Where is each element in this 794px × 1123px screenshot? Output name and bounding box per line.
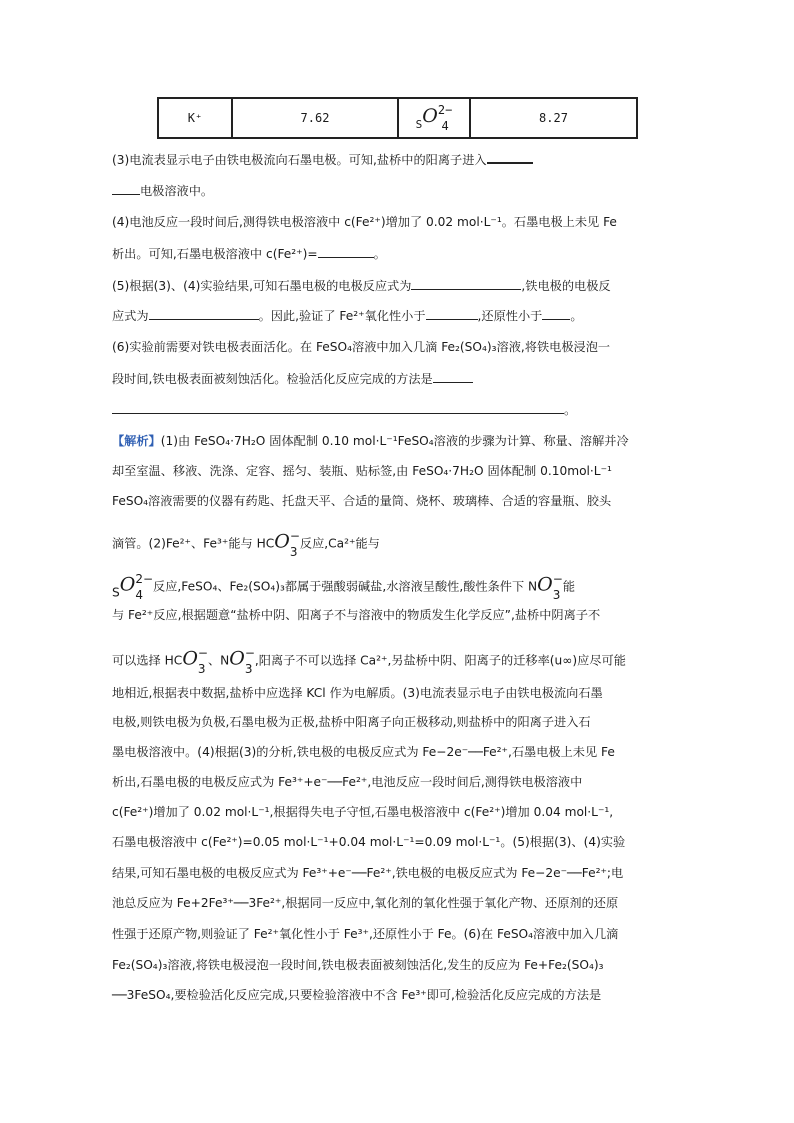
q5-answer-blank-1[interactable] [411,276,521,290]
anion-value: 8.27 [539,111,568,125]
sulfate-ion [415,103,453,133]
analysis-text-10: 墨电极溶液中。(4)根据(3)的分析,铁电极的电极反应式为 Fe−2e⁻──Fe²⁺,石墨电极上未见 Fe [112,745,615,759]
analysis-text-15: 池总反应为 Fe+2Fe³⁺──3Fe²⁺,根据同一反应中,氧化剂的氧化性强于氧化产物、还原剂的还原 [112,896,619,910]
analysis-line-10 [112,743,615,761]
q6-answer-blank[interactable] [433,369,473,383]
bicarbonate-charge: − [289,529,300,543]
q5-line2 [112,306,583,325]
analysis-line-16 [112,925,618,943]
q5-text-3: 应式为 [112,309,149,323]
nitrate-o-2: O [229,647,245,670]
sulfate-scripts-2 [135,573,153,601]
analysis-line-8 [112,684,603,702]
analysis-line-18 [112,986,601,1004]
q5-answer-blank-3[interactable] [426,306,478,320]
q5-text-4: 。因此,验证了 Fe²⁺氧化性小于 [258,309,426,323]
analysis-text-5a: 反应,FeSO₄、Fe₂(SO₄)₃都属于强酸弱碱盐,水溶液呈酸性,酸性条件下 N [153,579,538,594]
q4-line1 [112,213,617,231]
q6-line2 [112,369,473,388]
q4-text-3: 。 [373,247,386,261]
analysis-line-14 [112,864,623,882]
nitrate-subscript-2: 3 [244,662,253,676]
analysis-text-6: 与 Fe²⁺反应,根据题意“盐桥中阴、阳离子不与溶液中的物质发生化学反应”,盐桥中阴离子不 [112,608,601,622]
sulfate-o: O [422,104,438,127]
q5-text-6: 。 [570,309,583,323]
q5-text-2: ,铁电极的电极反 [521,279,611,293]
bicarbonate-scripts [290,530,300,558]
q4-answer-blank[interactable] [318,244,374,258]
q5-answer-blank-4[interactable] [542,306,570,320]
sulfate-subscript-2: 4 [135,588,143,602]
analysis-tag: 【解析】 [112,434,161,448]
analysis-line-3 [112,492,611,510]
analysis-text-5b: 能 [562,579,575,594]
analysis-line-9 [112,713,591,731]
cation-label: K⁺ [187,111,203,125]
q3-line1 [112,149,533,169]
q4-text-2: 析出。可知,石墨电极溶液中 c(Fe²⁺)= [112,247,318,261]
table-row [158,98,637,138]
sulfate-charge: 2− [437,103,453,117]
analysis-text-17: Fe₂(SO₄)₃溶液,将铁电极浸泡一段时间,铁电极表面被刻蚀活化,发生的反应为 Fe+Fe₂(SO₄)₃ [112,958,604,972]
analysis-line-7 [112,647,626,675]
analysis-text-4a: 滴管。(2)Fe²⁺、Fe³⁺能与 HC [112,536,275,551]
bicarbonate-o: O [274,530,290,553]
q3-answer-blank[interactable] [487,149,533,164]
table-cell-cation [158,98,232,138]
sulfate-o-2: O [119,573,136,596]
analysis-line-12 [112,803,613,821]
q6-text-2: 段时间,铁电极表面被刻蚀活化。检验活化反应完成的方法是 [112,372,433,386]
q3-text: (3)电流表显示电子由铁电极流向石墨电极。可知,盐桥中的阳离子进入 [112,153,487,167]
nitrate-charge: − [552,572,563,586]
table-cell-anion [398,98,470,138]
analysis-text-8: 地相近,根据表中数据,盐桥中应选择 KCl 作为电解质。(3)电流表显示电子由铁电极流向石墨 [112,686,603,700]
q5-answer-blank-2[interactable] [149,306,259,320]
table-cell-cation-value [232,98,398,138]
sulfate-charge-2: 2− [135,572,154,586]
bicarbonate-o-2: O [182,647,198,670]
q6-line1 [112,338,610,356]
sulfate-scripts [438,104,452,132]
nitrate-scripts [553,573,563,601]
analysis-line-2 [112,462,612,480]
nitrate-o: O [537,573,553,596]
analysis-text-16: 性强于还原产物,则验证了 Fe²⁺氧化性小于 Fe³⁺,还原性小于 Fe。(6)在 FeSO₄溶液中加入几滴 [112,927,619,941]
analysis-text-2: 却至室温、移液、洗涤、定容、摇匀、装瓶、贴标签,由 FeSO₄·7H₂O 固体配制 0.10mol·L⁻¹ [112,464,612,478]
analysis-line-17 [112,956,603,974]
table-cell-anion-value [470,98,637,138]
analysis-text-14: 结果,可知石墨电极的电极反应式为 Fe³⁺+e⁻──Fe²⁺,铁电极的电极反应式为 Fe−2e⁻──Fe²⁺;电 [112,866,624,880]
q6-text-3: 。 [564,403,577,417]
analysis-text-7c: ,阳离子不可以选择 Ca²⁺,另盐桥中阴、阳离子的迁移率(u∞)应尽可能 [254,653,626,668]
analysis-text-11: 析出,石墨电极的电极反应式为 Fe³⁺+e⁻──Fe²⁺,电池反应一段时间后,测得铁电极溶液中 [112,775,583,789]
q6-text-1: (6)实验前需要对铁电极表面活化。在 FeSO₄溶液中加入几滴 Fe₂(SO₄)₃溶液,将铁电极浸泡一 [112,340,611,354]
cation-value: 7.62 [300,111,330,125]
q3-line2 [112,181,213,200]
analysis-text-13: 石墨电极溶液中 c(Fe²⁺)=0.05 mol·L⁻¹+0.04 mol·L⁻¹=0.09 mol·L⁻¹。(5)根据(3)、(4)实验 [112,835,626,849]
q6-line3 [112,400,576,419]
ion-mobility-table [157,97,638,139]
sulfate-s: S [415,117,423,131]
analysis-text-18: ──3FeSO₄,要检验活化反应完成,只要检验溶液中不含 Fe³⁺即可,检验活化反应完成的方法是 [112,988,602,1002]
q3-cont-text: 电极溶液中。 [140,184,214,198]
analysis-line-4 [112,530,380,558]
analysis-text-12: c(Fe²⁺)增加了 0.02 mol·L⁻¹,根据得失电子守恒,石墨电极溶液中 c(Fe²⁺)增加 0.04 mol·L⁻¹, [112,805,614,819]
analysis-text-7b: 、N [207,653,230,668]
q3-answer-blank-cont[interactable] [112,181,140,195]
q5-text-1: (5)根据(3)、(4)实验结果,可知石墨电极的电极反应式为 [112,279,412,293]
sulfate-subscript: 4 [441,119,449,133]
q5-line1 [112,276,611,295]
analysis-text-7a: 可以选择 HC [112,653,183,668]
q6-answer-blank-cont[interactable] [112,400,564,414]
q4-text-1: (4)电池反应一段时间后,测得铁电极溶液中 c(Fe²⁺)增加了 0.02 mol·L⁻¹。石墨电极上未见 Fe [112,215,617,229]
sulfate-s-2: S [112,585,120,600]
analysis-line-5 [112,573,575,602]
analysis-line-6 [112,606,600,624]
nitrate-charge-2: − [244,646,255,660]
bicarbonate-charge-2: − [197,646,208,660]
analysis-text-4b: 反应,Ca²⁺能与 [299,536,380,551]
bicarbonate-subscript: 3 [289,545,298,559]
q5-text-5: ,还原性小于 [477,309,543,323]
analysis-line-13 [112,833,625,851]
analysis-text-3: FeSO₄溶液需要的仪器有药匙、托盘天平、合适的量筒、烧杯、玻璃棒、合适的容量瓶、胶头 [112,494,612,508]
analysis-line-15 [112,894,618,912]
analysis-text-1: (1)由 FeSO₄·7H₂O 固体配制 0.10 mol·L⁻¹FeSO₄溶液的步骤为计算、称量、溶解并冷 [160,434,629,448]
bicarbonate-subscript-2: 3 [197,662,206,676]
analysis-line-11 [112,773,582,791]
analysis-line-1 [112,432,629,450]
analysis-text-9: 电极,则铁电极为负极,石墨电极为正极,盐桥中阳离子向正极移动,则盐桥中的阳离子进入石 [112,715,591,729]
nitrate-subscript: 3 [552,588,561,602]
q4-line2 [112,244,386,263]
nitrate-scripts-2 [245,647,255,675]
bicarbonate-scripts-2 [198,647,208,675]
